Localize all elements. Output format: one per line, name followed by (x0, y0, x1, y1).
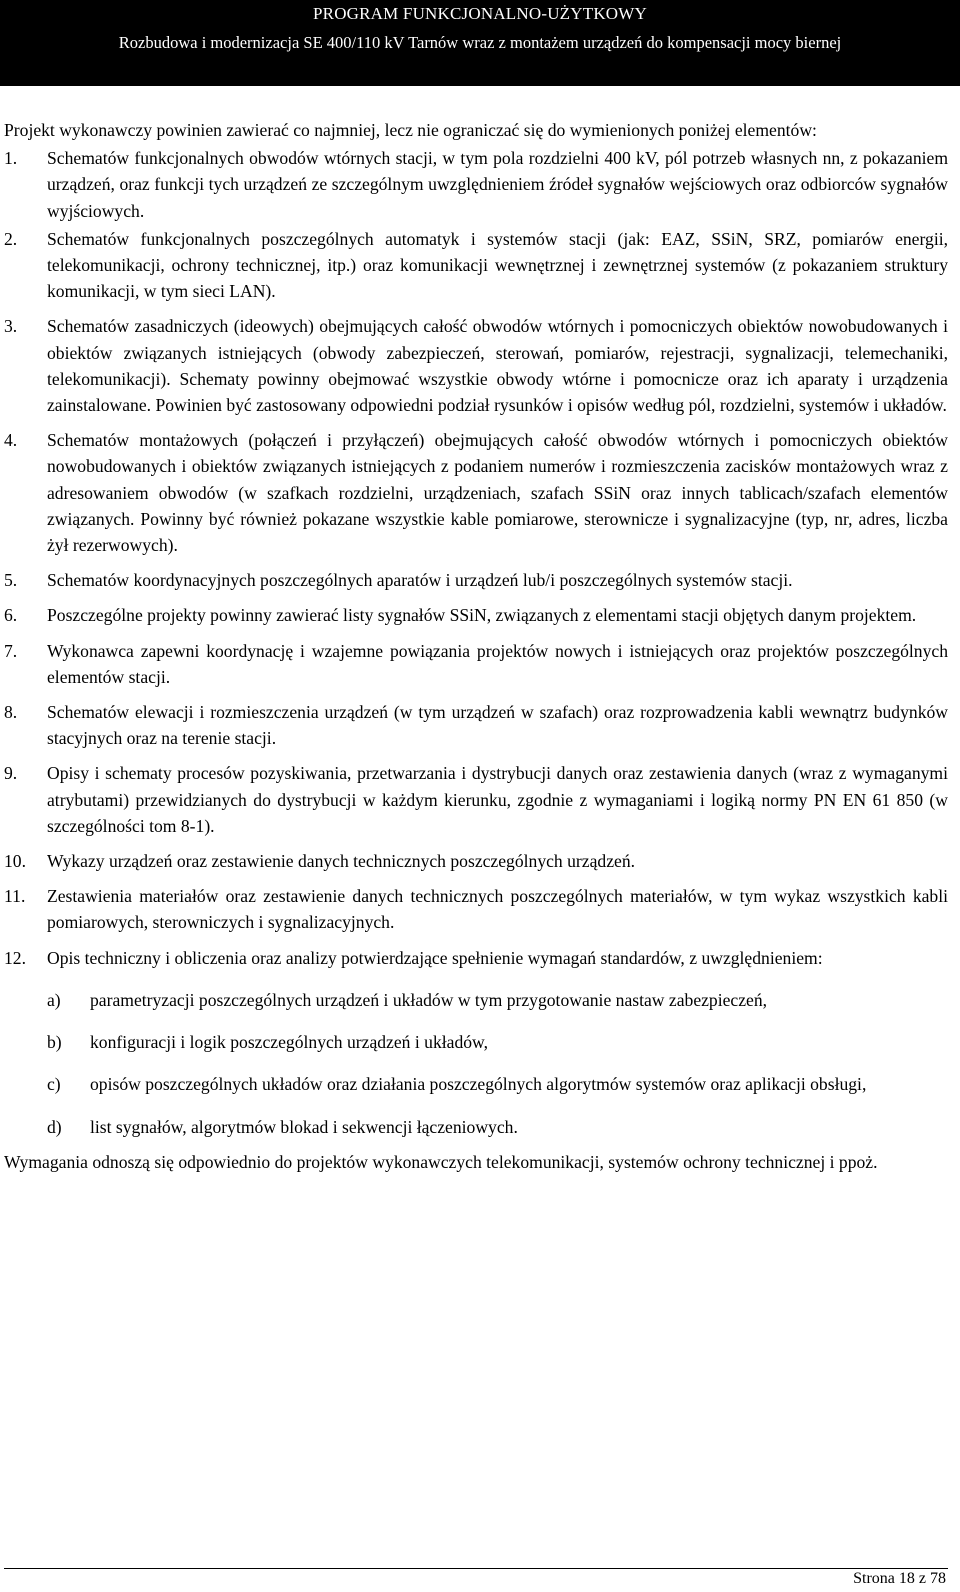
sub-list-label: b) (47, 1032, 62, 1053)
list-item-number: 8. (4, 702, 18, 723)
footer-divider (4, 1568, 948, 1569)
list-item-text: Schematów elewacji i rozmieszczenia urządzeń (w tym urządzeń w szafach) oraz rozprowadzenia kabli wewnątrz budynków stacyjnych oraz na terenie stacji. (47, 702, 948, 749)
sub-list-text: opisów poszczególnych układów oraz działania poszczególnych algorytmów systemów oraz aplikacji obsługi, (90, 1074, 867, 1095)
sub-list-label: a) (47, 989, 61, 1010)
document-body (4, 117, 948, 1175)
list-item-text: Opisy i schematy procesów pozyskiwania, przetwarzania i dystrybucji danych oraz zestawienia danych (wraz z wymaganymi atrybutami) przewidzianych do dystrybucji w każdym kierunku, zgodnie z wymaganiami i logiką normy PN EN 61 850 (w szczególności tom 8-1). (47, 763, 948, 836)
sub-list-text: list sygnałów, algorytmów blokad i sekwencji łączeniowych. (90, 1116, 518, 1137)
sub-list-item (47, 1114, 948, 1140)
page-header (0, 0, 960, 86)
header-title: PROGRAM FUNKCJONALNO-UŻYTKOWY (313, 4, 647, 23)
list-item (4, 883, 948, 935)
list-item (4, 145, 948, 224)
sub-list-text: konfiguracji i logik poszczególnych urządzeń i układów, (90, 1032, 489, 1053)
list-item-number: 11. (4, 886, 26, 907)
closing-paragraph: Wymagania odnoszą się odpowiednio do projektów wykonawczych telekomunikacji, systemów ochrony technicznej i ppoż. (4, 1151, 878, 1172)
list-item (4, 848, 948, 874)
list-item-text: Schematów montażowych (połączeń i przyłączeń) obejmujących całość obwodów wtórnych i pomocniczych obiektów nowobudowanych i obiektów związanych istniejących z podaniem numerów i rozmieszczenia zacisków montażowych wraz z adresowaniem obwodów (w szafkach rozdzielni, urządzeniach, szafach SSiN oraz innych tablicach/szafach elementów związanych. Powinny być również pokazane wszystkie kable pomiarowe, sterownicze i sygnalizacyjne (typ, nr, adres, liczba żył rezerwowych). (47, 430, 948, 556)
list-item-number: 7. (4, 640, 18, 661)
list-item-number: 4. (4, 430, 18, 451)
list-item-text: Schematów koordynacyjnych poszczególnych aparatów i urządzeń lub/i poszczególnych systemów stacji. (47, 570, 793, 591)
list-item-number: 2. (4, 228, 18, 249)
list-item (4, 945, 948, 971)
list-item (4, 602, 948, 628)
list-item-number: 1. (4, 148, 18, 169)
list-item-text: Schematów funkcjonalnych obwodów wtórnych stacji, w tym pola rozdzielni 400 kV, pól potrzeb własnych nn, z pokazaniem urządzeń, oraz funkcji tych urządzeń ze szczególnym uwzględnieniem źródeł sygnałów wejściowych oraz odbiorców sygnałów wyjściowych. (47, 148, 948, 221)
list-item (4, 427, 948, 558)
list-item (4, 760, 948, 839)
sub-list-label: c) (47, 1074, 61, 1095)
list-item-number: 5. (4, 570, 18, 591)
list-item-number: 12. (4, 947, 26, 968)
list-item-number: 6. (4, 605, 18, 626)
list-item (4, 699, 948, 751)
list-item-text: Wykazy urządzeń oraz zestawienie danych technicznych poszczególnych urządzeń. (47, 851, 636, 872)
page-number: Strona 18 z 78 (853, 1570, 946, 1587)
list-item-text: Schematów zasadniczych (ideowych) obejmujących całość obwodów wtórnych i pomocniczych obiektów nowobudowanych i obiektów związanych istniejących (obwody zabezpieczeń, sterowań, pomiarów, rejestracji, sygnalizacji, telemechaniki, telekomunikacji). Schematy powinny obejmować wszystkie obwody wtórne i pomocnicze oraz ich aparaty i urządzenia zainstalowane. Powinien być zastosowany odpowiedni podział rysunków i opisów według pól, rozdzielni, systemów i układów. (47, 316, 948, 416)
sub-list-item (47, 1071, 948, 1097)
sub-list-item (47, 1029, 948, 1055)
sub-list-item (47, 987, 948, 1013)
list-item (4, 567, 948, 593)
list-item-number: 9. (4, 763, 18, 784)
list-item (4, 638, 948, 690)
intro-paragraph: Projekt wykonawczy powinien zawierać co najmniej, lecz nie ograniczać się do wymienionych poniżej elementów: (4, 120, 817, 140)
list-item-text: Wykonawca zapewni koordynację i wzajemne powiązania projektów nowych i istniejących oraz projektów poszczególnych elementów stacji. (47, 640, 948, 687)
list-item-number: 10. (4, 851, 26, 872)
sub-list-text: parametryzacji poszczególnych urządzeń i układów w tym przygotowanie nastaw zabezpieczeń, (90, 989, 768, 1010)
list-item (4, 226, 948, 305)
list-item-text: Opis techniczny i obliczenia oraz analizy potwierdzające spełnienie wymagań standardów, z uwzględnieniem: (47, 947, 823, 968)
list-item (4, 313, 948, 418)
list-item-text: Schematów funkcjonalnych poszczególnych automatyk i systemów stacji (jak: EAZ, SSiN, SRZ, pomiarów energii, telekomunikacji, ochrony technicznej, itp.) oraz komunikacji wewnętrznej i zewnętrznej systemów (z pokazaniem struktury komunikacji, w tym sieci LAN). (47, 228, 948, 302)
header-subtitle: Rozbudowa i modernizacja SE 400/110 kV Tarnów wraz z montażem urządzeń do kompensacji mocy biernej (118, 33, 842, 52)
list-item-number: 3. (4, 316, 18, 337)
sub-list-label: d) (47, 1116, 62, 1137)
list-item-text: Zestawienia materiałów oraz zestawienie danych technicznych poszczególnych materiałów, w tym wykaz wszystkich kabli pomiarowych, sterowniczych i sygnalizacyjnych. (47, 886, 948, 933)
list-item-text: Poszczególne projekty powinny zawierać listy sygnałów SSiN, związanych z elementami stacji objętych danym projektem. (47, 605, 917, 626)
